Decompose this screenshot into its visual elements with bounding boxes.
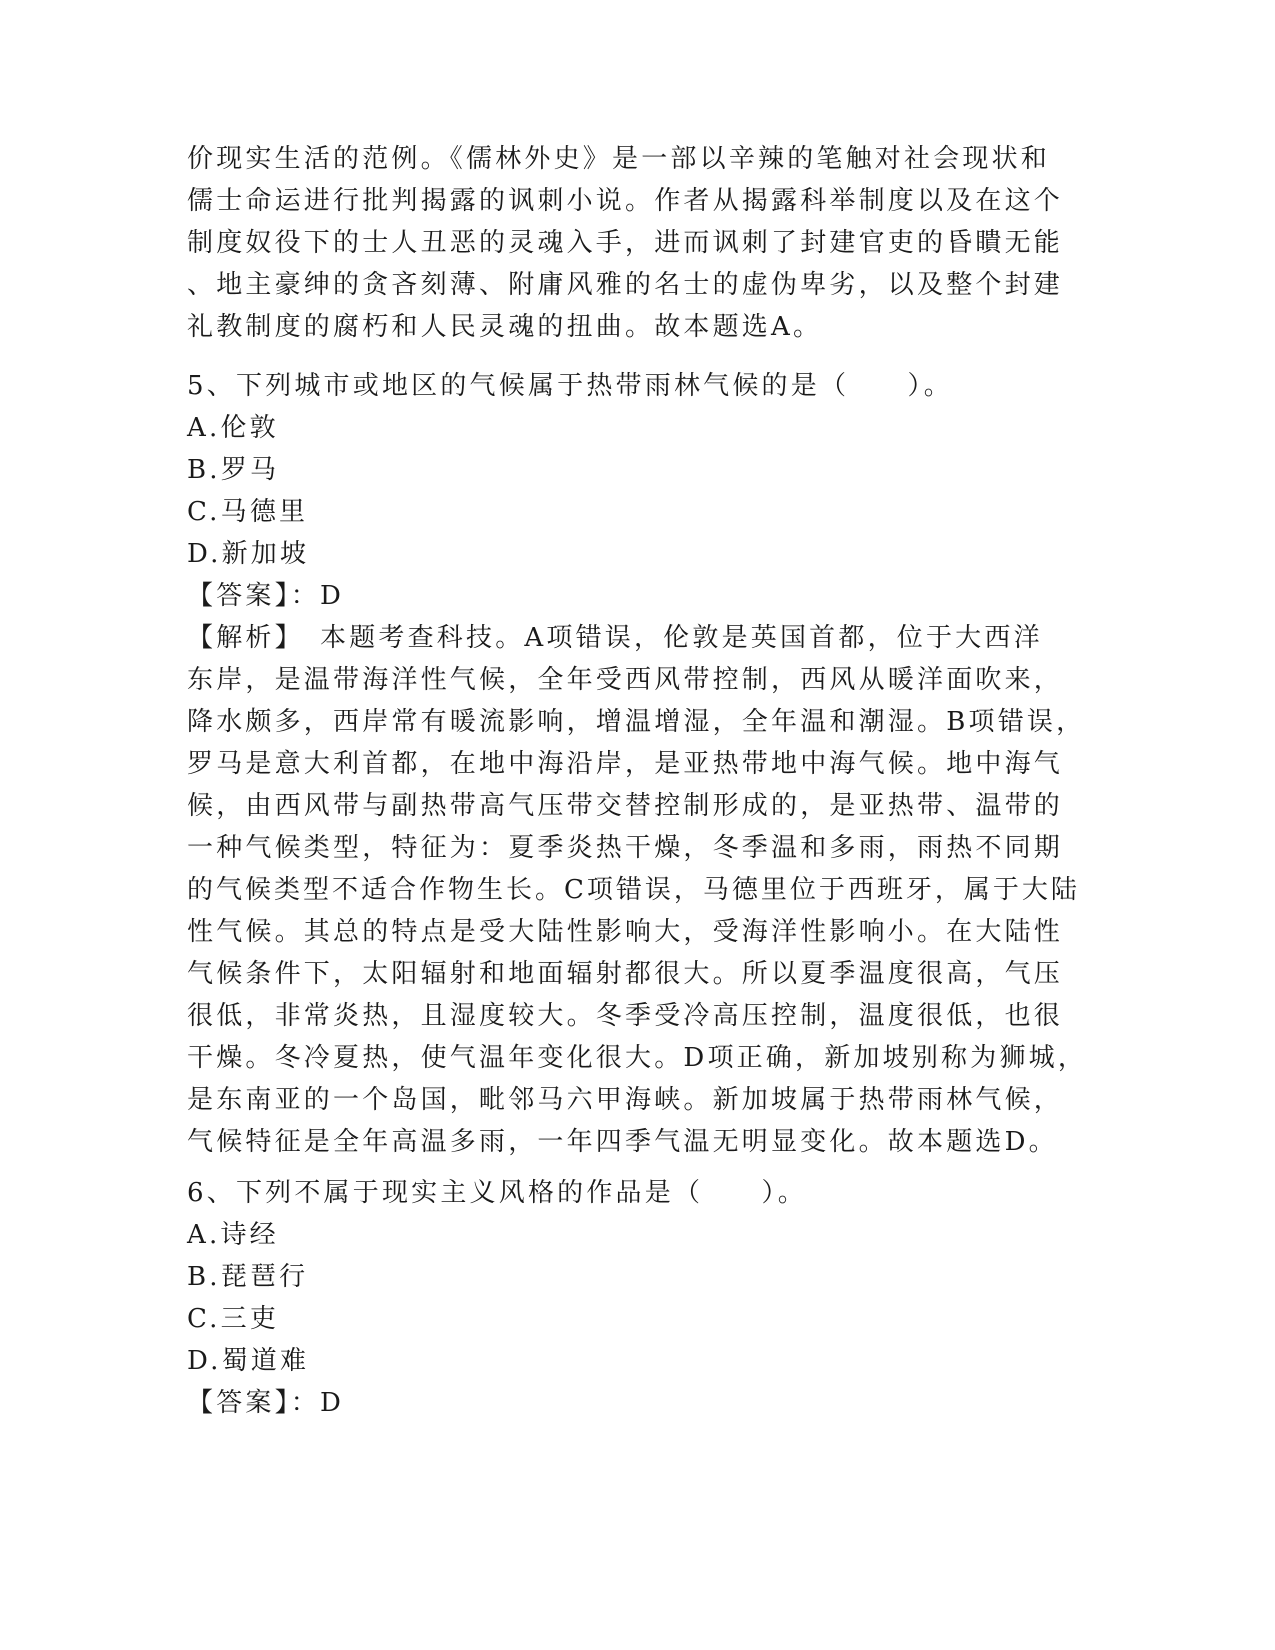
question-5-explanation-line: 东岸，是温带海洋性气候，全年受西风带控制，西风从暖洋面吹来， [187,665,1064,695]
question-5-explanation-line: 是东南亚的一个岛国，毗邻马六甲海峡。新加坡属于热带雨林气候， [187,1085,1064,1115]
question-5-option-b: B.罗马 [187,455,280,485]
prev-explanation-line: 、地主豪绅的贪吝刻薄、附庸风雅的名士的虚伪卑劣，以及整个封建 [187,270,1064,300]
question-5-explanation-line: 的气候类型不适合作物生长。C项错误，马德里位于西班牙，属于大陆 [187,875,1080,905]
question-5-option-a: A.伦敦 [187,413,279,443]
question-6-text: 6、下列不属于现实主义风格的作品是（ ）。 [187,1178,807,1208]
question-5-explanation-line: 【解析】 本题考查科技。A项错误，伦敦是英国首都，位于大西洋 [187,623,1043,653]
question-5-explanation-line: 罗马是意大利首都，在地中海沿岸，是亚热带地中海气候。地中海气 [187,749,1064,779]
prev-explanation-line: 制度奴役下的士人丑恶的灵魂入手，进而讽刺了封建官吏的昏瞶无能 [187,228,1064,258]
question-5-answer: 【答案】：D [187,581,345,611]
question-5-explanation-line: 性气候。其总的特点是受大陆性影响大，受海洋性影响小。在大陆性 [187,917,1064,947]
prev-explanation-line: 儒士命运进行批判揭露的讽刺小说。作者从揭露科举制度以及在这个 [187,186,1064,216]
question-6-answer: 【答案】：D [187,1388,345,1418]
question-6-option-d: D.蜀道难 [187,1346,310,1376]
prev-explanation-line: 礼教制度的腐朽和人民灵魂的扭曲。故本题选A。 [187,312,823,342]
question-5-text: 5、下列城市或地区的气候属于热带雨林气候的是（ ）。 [187,371,953,401]
prev-explanation-line: 价现实生活的范例。《儒林外史》是一部以辛辣的笔触对社会现状和 [187,144,1051,174]
question-5-explanation-line: 干燥。冬冷夏热，使气温年变化很大。D项正确，新加坡别称为狮城， [187,1043,1088,1073]
question-6-option-c: C.三吏 [187,1304,280,1334]
question-5-explanation-line: 气候条件下，太阳辐射和地面辐射都很大。所以夏季温度很高，气压 [187,959,1064,989]
question-6-option-b: B.琵琶行 [187,1262,309,1292]
question-5-explanation-line: 降水颇多，西岸常有暖流影响，增温增湿，全年温和潮湿。B项错误， [187,707,1086,737]
question-5-option-c: C.马德里 [187,497,309,527]
question-6-option-a: A.诗经 [187,1220,279,1250]
question-5-explanation-line: 一种气候类型，特征为：夏季炎热干燥，冬季温和多雨，雨热不同期 [187,833,1064,863]
question-5-explanation-line: 很低，非常炎热，且湿度较大。冬季受冷高压控制，温度很低，也很 [187,1001,1064,1031]
question-5-explanation-line: 候，由西风带与副热带高气压带交替控制形成的，是亚热带、温带的 [187,791,1064,821]
question-5-explanation-line: 气候特征是全年高温多雨，一年四季气温无明显变化。故本题选D。 [187,1127,1058,1157]
question-5-option-d: D.新加坡 [187,539,310,569]
